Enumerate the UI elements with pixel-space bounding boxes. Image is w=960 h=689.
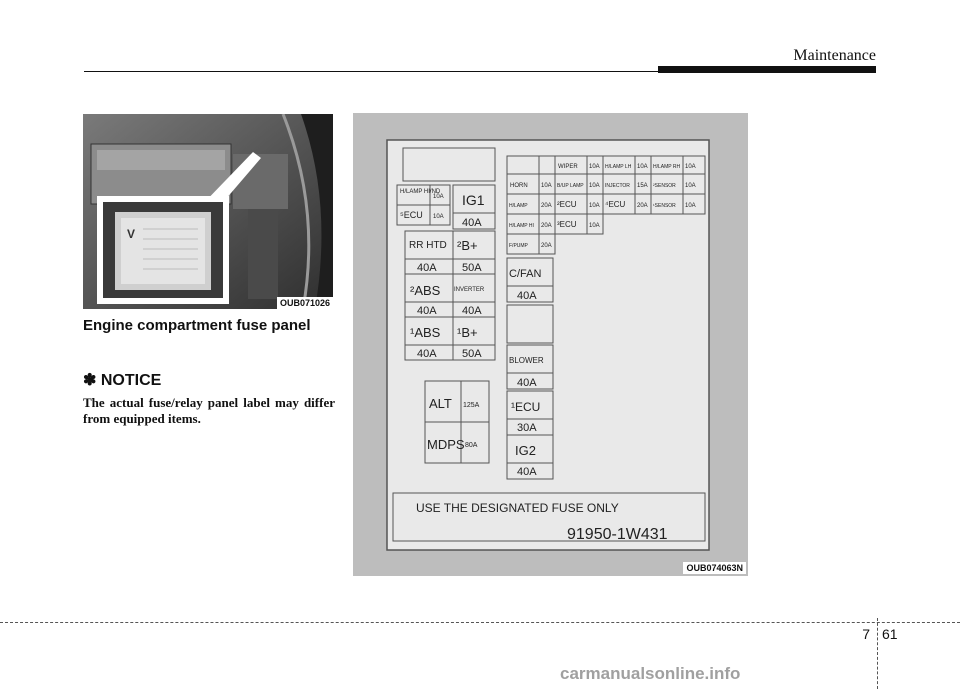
- fuse-label: ⁵ECU: [400, 210, 423, 220]
- mid-fuse-label: IG2: [515, 443, 536, 458]
- mini-fuse-amp: 10A: [637, 164, 648, 170]
- big-fuse-label: RR HTD: [409, 240, 447, 251]
- mid-fuse-label: C/FAN: [509, 268, 542, 280]
- mini-fuse-amp: 10A: [589, 164, 600, 170]
- fuse-panel-label-svg: [353, 113, 748, 576]
- mini-fuse-amp: 20A: [637, 203, 648, 209]
- mini-fuse-label: H/LAMP LH: [605, 164, 632, 170]
- relay-label: ALT: [429, 396, 452, 411]
- big-fuse-amp: 40A: [417, 262, 437, 274]
- notice-body: The actual fuse/relay panel label may differ from equipped items.: [83, 395, 335, 426]
- fuse-label: H/LAMP HI/ND: [400, 189, 441, 195]
- svg-text:V: V: [127, 227, 136, 241]
- mini-fuse-label: F/PUMP: [509, 243, 528, 249]
- mini-fuse-label: ³ECU: [557, 220, 577, 229]
- section-title: Maintenance: [793, 47, 876, 64]
- big-fuse-label: INVERTER: [454, 287, 485, 293]
- footer-rule: [0, 622, 960, 623]
- relay-label: MDPS: [427, 437, 465, 452]
- mid-fuse-amp: 30A: [517, 422, 537, 434]
- mid-fuse-amp: 40A: [517, 377, 537, 389]
- big-fuse-label: ¹B+: [457, 325, 478, 340]
- mini-fuse-amp: 20A: [541, 203, 552, 209]
- mini-fuse-amp: 10A: [685, 183, 696, 189]
- section-heading: Engine compartment fuse panel: [83, 317, 311, 334]
- mini-fuse-label: H/LAMP HI: [509, 223, 534, 229]
- mini-fuse-amp: 10A: [589, 223, 600, 229]
- big-fuse-amp: 50A: [462, 348, 482, 360]
- big-fuse-amp: 40A: [417, 348, 437, 360]
- mid-fuse-label: ¹ECU: [511, 400, 541, 414]
- fuse-amp: 10A: [433, 214, 444, 220]
- mini-fuse-amp: 10A: [685, 164, 696, 170]
- mini-fuse-label: INJECTOR: [605, 183, 630, 189]
- mini-fuse-label: B/UP LAMP: [557, 183, 584, 189]
- mid-fuse-label: BLOWER: [509, 356, 544, 365]
- relay-amp: 125A: [463, 402, 480, 409]
- big-fuse-amp: 40A: [417, 305, 437, 317]
- mini-fuse-label: ²ECU: [557, 200, 577, 209]
- mini-fuse-amp: 10A: [541, 183, 552, 189]
- footer-divider: [877, 618, 878, 689]
- fuse-panel-diagram: [353, 113, 748, 576]
- mid-fuse-amp: 40A: [517, 290, 537, 302]
- big-fuse-amp: 50A: [462, 262, 482, 274]
- big-fuse-label: ²B+: [457, 238, 478, 253]
- mini-fuse-amp: 15A: [637, 183, 648, 189]
- mini-fuse-amp: 10A: [589, 203, 600, 209]
- photo-caption: OUB071026: [277, 297, 333, 309]
- mid-fuse-amp: 40A: [517, 466, 537, 478]
- mini-fuse-amp: 10A: [685, 203, 696, 209]
- mini-fuse-label: ²SENSOR: [653, 183, 676, 189]
- notice-title: ✽ NOTICE: [83, 372, 162, 389]
- mini-fuse-label: H/LAMP RH: [653, 164, 681, 170]
- big-fuse-label: ²ABS: [410, 283, 441, 298]
- fuse-instruction: USE THE DESIGNATED FUSE ONLY: [416, 501, 619, 515]
- engine-compartment-photo: [83, 114, 333, 309]
- chapter-number: 7: [862, 626, 870, 642]
- mini-fuse-label: WIPER: [558, 164, 578, 170]
- relay-amp: 80A: [465, 442, 478, 449]
- mini-fuse-label: ¹SENSOR: [653, 203, 676, 209]
- diagram-caption: OUB074063N: [683, 562, 746, 574]
- mini-fuse-label: HORN: [510, 183, 528, 189]
- big-fuse-amp: 40A: [462, 305, 482, 317]
- page-number: 61: [882, 626, 898, 642]
- mini-fuse-label: H/LAMP: [509, 203, 528, 209]
- header-rule-bar: [658, 66, 876, 73]
- big-fuse-label: IG1: [462, 192, 485, 208]
- part-number: 91950-1W431: [567, 526, 668, 543]
- watermark: carmanualsonline.info: [560, 664, 741, 683]
- mini-fuse-amp: 10A: [589, 183, 600, 189]
- mini-fuse-amp: 20A: [541, 223, 552, 229]
- big-fuse-label: ¹ABS: [410, 325, 441, 340]
- mini-fuse-label: ⁴ECU: [605, 200, 626, 209]
- header-rule: [84, 71, 659, 72]
- fuse-box-photo-icon: [83, 114, 333, 309]
- fuse-amp: 10A: [433, 194, 444, 200]
- big-fuse-amp: 40A: [462, 217, 482, 229]
- mini-fuse-amp: 20A: [541, 243, 552, 249]
